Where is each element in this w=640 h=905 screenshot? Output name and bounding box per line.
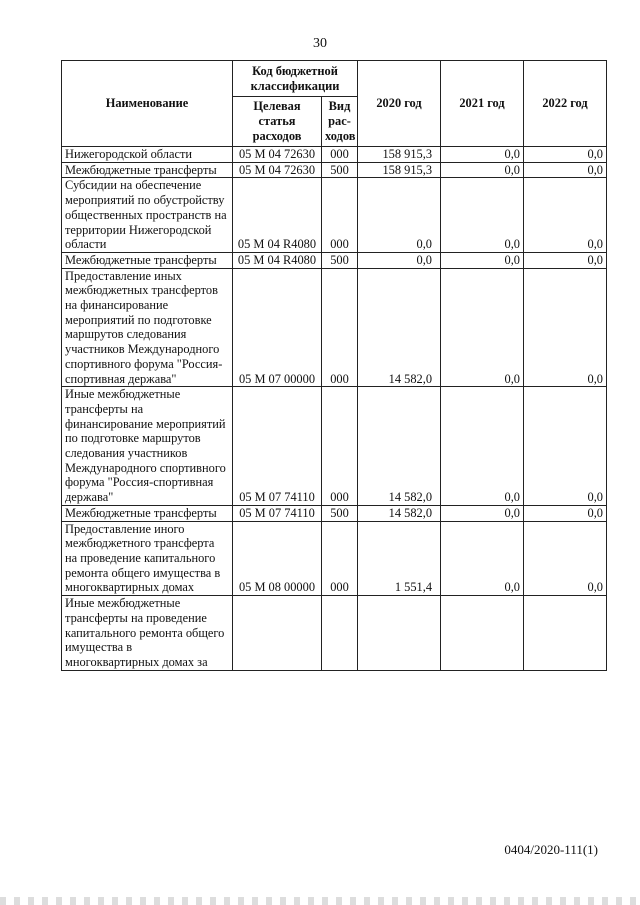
row-2022 (524, 596, 607, 671)
row-expense-type: 000 (322, 521, 358, 596)
row-2022: 0,0 (524, 268, 607, 387)
document-code: 0404/2020-111(1) (504, 842, 598, 857)
row-target-article: 05 М 08 00000 (233, 521, 322, 596)
row-expense-type: 500 (322, 162, 358, 178)
table-row (62, 387, 607, 506)
header-budget-code: Код бюджетной классификации (233, 61, 358, 97)
table-row (62, 505, 607, 521)
row-expense-type (322, 596, 358, 671)
budget-table (61, 60, 607, 671)
scan-edge-marks (0, 897, 640, 905)
table-row (62, 268, 607, 387)
row-2022: 0,0 (524, 387, 607, 506)
row-2022: 0,0 (524, 162, 607, 178)
row-expense-type: 500 (322, 505, 358, 521)
row-target-article (233, 596, 322, 671)
row-2020: 14 582,0 (358, 268, 441, 387)
row-2021: 0,0 (441, 178, 524, 253)
row-expense-type: 000 (322, 178, 358, 253)
header-2022: 2022 год (524, 61, 607, 147)
row-name: Предоставление иного межбюджетного трансферта на проведение капитального ремонта общего имущества в многоквартирных домах (62, 521, 233, 596)
header-target-article: Целевая статья расходов (233, 97, 322, 147)
row-name: Субсидии на обеспечение мероприятий по обустройству общественных пространств на территории Нижегородской области (62, 178, 233, 253)
row-2020: 158 915,3 (358, 162, 441, 178)
row-target-article: 05 М 04 R4080 (233, 178, 322, 253)
row-2022: 0,0 (524, 178, 607, 253)
row-name: Межбюджетные трансферты (62, 252, 233, 268)
table-row (62, 252, 607, 268)
row-2020: 0,0 (358, 252, 441, 268)
row-name: Иные межбюджетные трансферты на финансирование мероприятий по подготовке маршрутов следования участников Международного спортивного форума "Россия-спортивная держава" (62, 387, 233, 506)
row-2022: 0,0 (524, 252, 607, 268)
row-target-article: 05 М 07 00000 (233, 268, 322, 387)
row-2020 (358, 596, 441, 671)
header-2021: 2021 год (441, 61, 524, 147)
row-target-article: 05 М 07 74110 (233, 505, 322, 521)
header-name: Наименование (62, 61, 233, 147)
row-expense-type: 000 (322, 147, 358, 163)
row-2020: 158 915,3 (358, 147, 441, 163)
row-2020: 0,0 (358, 178, 441, 253)
row-name: Предоставление иных межбюджетных трансфертов на финансирование мероприятий по подготовке маршрутов следования участников Международного спортивного форума "Россия-спортивная держава" (62, 268, 233, 387)
row-target-article: 05 М 04 R4080 (233, 252, 322, 268)
row-2021: 0,0 (441, 521, 524, 596)
row-2021: 0,0 (441, 505, 524, 521)
table-row (62, 521, 607, 596)
table-row (62, 147, 607, 163)
row-expense-type: 500 (322, 252, 358, 268)
row-expense-type: 000 (322, 268, 358, 387)
table-row (62, 596, 607, 671)
row-2020: 14 582,0 (358, 505, 441, 521)
row-name: Иные межбюджетные трансферты на проведение капитального ремонта общего имущества в многоквартирных домах за (62, 596, 233, 671)
row-2021: 0,0 (441, 252, 524, 268)
row-2021: 0,0 (441, 147, 524, 163)
row-2022: 0,0 (524, 521, 607, 596)
row-2020: 14 582,0 (358, 387, 441, 506)
row-2020: 1 551,4 (358, 521, 441, 596)
row-name: Межбюджетные трансферты (62, 505, 233, 521)
row-2021: 0,0 (441, 162, 524, 178)
row-target-article: 05 М 07 74110 (233, 387, 322, 506)
row-target-article: 05 М 04 72630 (233, 162, 322, 178)
page-number: 30 (313, 36, 327, 51)
row-2021: 0,0 (441, 387, 524, 506)
table-row (62, 162, 607, 178)
row-2021 (441, 596, 524, 671)
row-name: Нижегородской области (62, 147, 233, 163)
row-target-article: 05 М 04 72630 (233, 147, 322, 163)
row-expense-type: 000 (322, 387, 358, 506)
row-2021: 0,0 (441, 268, 524, 387)
header-expense-type: Вид рас-ходов (322, 97, 358, 147)
row-2022: 0,0 (524, 505, 607, 521)
row-name: Межбюджетные трансферты (62, 162, 233, 178)
header-2020: 2020 год (358, 61, 441, 147)
row-2022: 0,0 (524, 147, 607, 163)
table-row (62, 178, 607, 253)
